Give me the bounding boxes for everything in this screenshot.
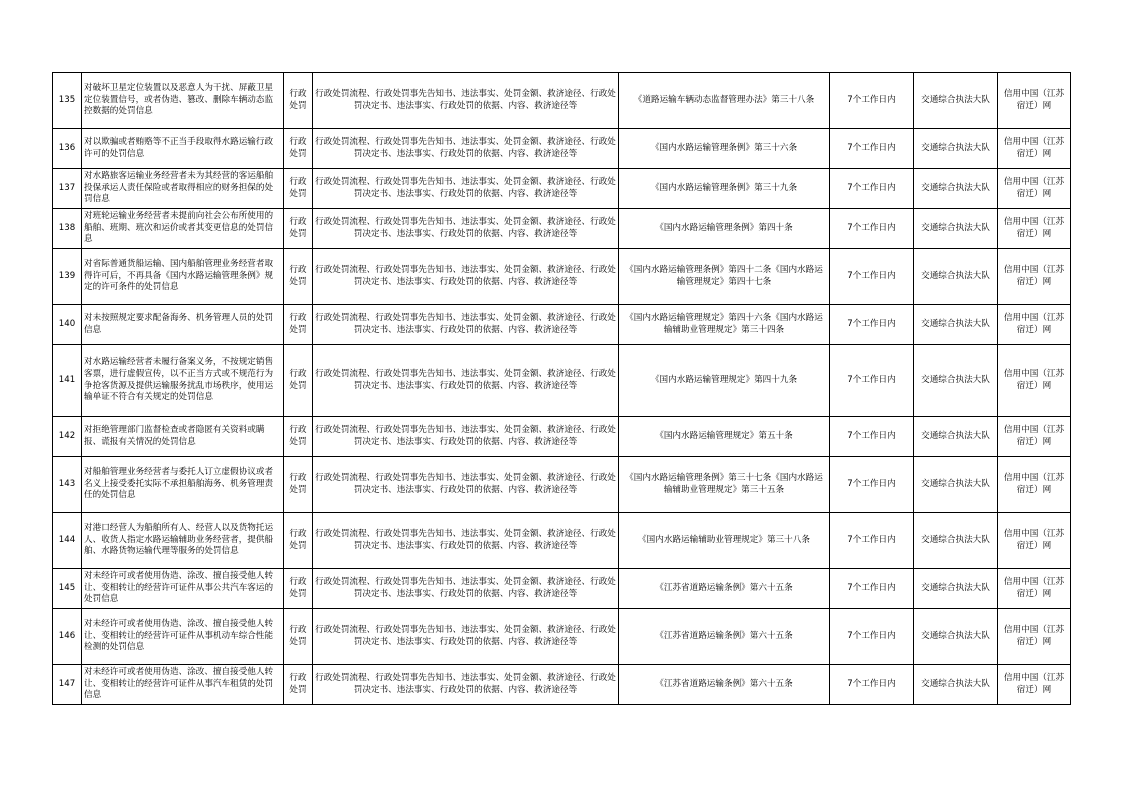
disclosure-time-limit-cell: 7个工作日内 <box>830 73 914 129</box>
item-category-cell: 行政处罚 <box>284 569 313 609</box>
legal-basis-cell: 《江苏省道路运输条例》第六十五条 <box>619 609 830 665</box>
table-row <box>53 417 1071 457</box>
disclosure-time-limit-cell: 7个工作日内 <box>830 609 914 665</box>
disclosure-content-cell: 行政处罚流程、行政处罚事先告知书、违法事实、处罚金额、救济途径、行政处罚决定书、违法事实、行政处罚的依据、内容、救济途径等 <box>313 513 619 569</box>
table-row <box>53 249 1071 305</box>
row-number-cell: 142 <box>53 417 82 457</box>
legal-basis-cell: 《国内水路运输辅助业管理规定》第三十八条 <box>619 513 830 569</box>
table-row <box>53 345 1071 417</box>
disclosure-channel-cell: 信用中国（江苏宿迁）网 <box>998 569 1071 609</box>
disclosure-table <box>52 72 1071 705</box>
disclosure-content-cell: 行政处罚流程、行政处罚事先告知书、违法事实、处罚金额、救济途径、行政处罚决定书、违法事实、行政处罚的依据、内容、救济途径等 <box>313 169 619 209</box>
item-name-cell: 对破坏卫星定位装置以及恶意人为干扰、屏蔽卫星定位装置信号，或者伪造、篡改、删除车辆动态监控数据的处罚信息 <box>82 73 284 129</box>
legal-basis-cell: 《国内水路运输管理条例》第三十九条 <box>619 169 830 209</box>
legal-basis-cell: 《国内水路运输管理规定》第五十条 <box>619 417 830 457</box>
disclosure-content-cell: 行政处罚流程、行政处罚事先告知书、违法事实、处罚金额、救济途径、行政处罚决定书、违法事实、行政处罚的依据、内容、救济途径等 <box>313 665 619 705</box>
item-category-cell: 行政处罚 <box>284 457 313 513</box>
legal-basis-cell: 《江苏省道路运输条例》第六十五条 <box>619 665 830 705</box>
table-row <box>53 305 1071 345</box>
table-row <box>53 513 1071 569</box>
table-row <box>53 609 1071 665</box>
disclosure-channel-cell: 信用中国（江苏宿迁）网 <box>998 73 1071 129</box>
disclosure-channel-cell: 信用中国（江苏宿迁）网 <box>998 417 1071 457</box>
disclosure-content-cell: 行政处罚流程、行政处罚事先告知书、违法事实、处罚金额、救济途径、行政处罚决定书、违法事实、行政处罚的依据、内容、救济途径等 <box>313 457 619 513</box>
item-category-cell: 行政处罚 <box>284 305 313 345</box>
responsible-unit-cell: 交通综合执法大队 <box>914 513 998 569</box>
legal-basis-cell: 《国内水路运输管理规定》第四十九条 <box>619 345 830 417</box>
legal-basis-cell: 《道路运输车辆动态监督管理办法》第三十八条 <box>619 73 830 129</box>
row-number-cell: 143 <box>53 457 82 513</box>
legal-basis-cell: 《国内水路运输管理规定》第四十六条《国内水路运输辅助业管理规定》第三十四条 <box>619 305 830 345</box>
item-category-cell: 行政处罚 <box>284 665 313 705</box>
disclosure-time-limit-cell: 7个工作日内 <box>830 417 914 457</box>
item-name-cell: 对水路运输经营者未履行备案义务，不按规定销售客票，进行虚假宣传，以不正当方式或不规范行为争抢客货源及提供运输服务扰乱市场秩序，使用运输单证不符合有关规定的处罚信息 <box>82 345 284 417</box>
row-number-cell: 144 <box>53 513 82 569</box>
disclosure-time-limit-cell: 7个工作日内 <box>830 569 914 609</box>
disclosure-time-limit-cell: 7个工作日内 <box>830 457 914 513</box>
disclosure-time-limit-cell: 7个工作日内 <box>830 305 914 345</box>
item-name-cell: 对省际普通货船运输、国内船舶管理业务经营者取得许可后，不再具备《国内水路运输管理条例》规定的许可条件的处罚信息 <box>82 249 284 305</box>
disclosure-content-cell: 行政处罚流程、行政处罚事先告知书、违法事实、处罚金额、救济途径、行政处罚决定书、违法事实、行政处罚的依据、内容、救济途径等 <box>313 249 619 305</box>
disclosure-content-cell: 行政处罚流程、行政处罚事先告知书、违法事实、处罚金额、救济途径、行政处罚决定书、违法事实、行政处罚的依据、内容、救济途径等 <box>313 73 619 129</box>
item-category-cell: 行政处罚 <box>284 209 313 249</box>
table-body <box>53 73 1071 705</box>
responsible-unit-cell: 交通综合执法大队 <box>914 129 998 169</box>
disclosure-channel-cell: 信用中国（江苏宿迁）网 <box>998 169 1071 209</box>
row-number-cell: 140 <box>53 305 82 345</box>
disclosure-content-cell: 行政处罚流程、行政处罚事先告知书、违法事实、处罚金额、救济途径、行政处罚决定书、违法事实、行政处罚的依据、内容、救济途径等 <box>313 569 619 609</box>
row-number-cell: 139 <box>53 249 82 305</box>
row-number-cell: 145 <box>53 569 82 609</box>
disclosure-channel-cell: 信用中国（江苏宿迁）网 <box>998 209 1071 249</box>
disclosure-channel-cell: 信用中国（江苏宿迁）网 <box>998 129 1071 169</box>
item-name-cell: 对班轮运输业务经营者未提前向社会公布所使用的船舶、班期、班次和运价或者其变更信息的处罚信息 <box>82 209 284 249</box>
item-category-cell: 行政处罚 <box>284 73 313 129</box>
disclosure-time-limit-cell: 7个工作日内 <box>830 345 914 417</box>
row-number-cell: 147 <box>53 665 82 705</box>
row-number-cell: 138 <box>53 209 82 249</box>
responsible-unit-cell: 交通综合执法大队 <box>914 209 998 249</box>
item-category-cell: 行政处罚 <box>284 249 313 305</box>
legal-basis-cell: 《国内水路运输管理条例》第四十二条《国内水路运输管理规定》第四十七条 <box>619 249 830 305</box>
item-name-cell: 对未经许可或者使用伪造、涂改、擅自接受他人转让、变相转让的经营许可证件从事汽车租赁的处罚信息 <box>82 665 284 705</box>
table-row <box>53 73 1071 129</box>
responsible-unit-cell: 交通综合执法大队 <box>914 665 998 705</box>
disclosure-channel-cell: 信用中国（江苏宿迁）网 <box>998 345 1071 417</box>
table-row <box>53 665 1071 705</box>
legal-basis-cell: 《江苏省道路运输条例》第六十五条 <box>619 569 830 609</box>
disclosure-time-limit-cell: 7个工作日内 <box>830 249 914 305</box>
responsible-unit-cell: 交通综合执法大队 <box>914 305 998 345</box>
item-name-cell: 对拒绝管理部门监督检查或者隐匿有关资料或瞒报、谎报有关情况的处罚信息 <box>82 417 284 457</box>
disclosure-time-limit-cell: 7个工作日内 <box>830 169 914 209</box>
responsible-unit-cell: 交通综合执法大队 <box>914 345 998 417</box>
disclosure-time-limit-cell: 7个工作日内 <box>830 209 914 249</box>
responsible-unit-cell: 交通综合执法大队 <box>914 457 998 513</box>
disclosure-content-cell: 行政处罚流程、行政处罚事先告知书、违法事实、处罚金额、救济途径、行政处罚决定书、违法事实、行政处罚的依据、内容、救济途径等 <box>313 417 619 457</box>
responsible-unit-cell: 交通综合执法大队 <box>914 609 998 665</box>
disclosure-channel-cell: 信用中国（江苏宿迁）网 <box>998 665 1071 705</box>
responsible-unit-cell: 交通综合执法大队 <box>914 73 998 129</box>
disclosure-content-cell: 行政处罚流程、行政处罚事先告知书、违法事实、处罚金额、救济途径、行政处罚决定书、违法事实、行政处罚的依据、内容、救济途径等 <box>313 129 619 169</box>
disclosure-channel-cell: 信用中国（江苏宿迁）网 <box>998 513 1071 569</box>
legal-basis-cell: 《国内水路运输管理条例》第三十七条《国内水路运输辅助业管理规定》第三十五条 <box>619 457 830 513</box>
item-category-cell: 行政处罚 <box>284 345 313 417</box>
item-category-cell: 行政处罚 <box>284 169 313 209</box>
disclosure-channel-cell: 信用中国（江苏宿迁）网 <box>998 457 1071 513</box>
item-name-cell: 对未按照规定要求配备海务、机务管理人员的处罚信息 <box>82 305 284 345</box>
row-number-cell: 146 <box>53 609 82 665</box>
table-row <box>53 169 1071 209</box>
disclosure-time-limit-cell: 7个工作日内 <box>830 513 914 569</box>
responsible-unit-cell: 交通综合执法大队 <box>914 417 998 457</box>
disclosure-content-cell: 行政处罚流程、行政处罚事先告知书、违法事实、处罚金额、救济途径、行政处罚决定书、违法事实、行政处罚的依据、内容、救济途径等 <box>313 209 619 249</box>
legal-basis-cell: 《国内水路运输管理条例》第四十条 <box>619 209 830 249</box>
disclosure-channel-cell: 信用中国（江苏宿迁）网 <box>998 305 1071 345</box>
item-name-cell: 对以欺骗或者贿赂等不正当手段取得水路运输行政许可的处罚信息 <box>82 129 284 169</box>
row-number-cell: 141 <box>53 345 82 417</box>
disclosure-content-cell: 行政处罚流程、行政处罚事先告知书、违法事实、处罚金额、救济途径、行政处罚决定书、违法事实、行政处罚的依据、内容、救济途径等 <box>313 609 619 665</box>
disclosure-channel-cell: 信用中国（江苏宿迁）网 <box>998 609 1071 665</box>
legal-basis-cell: 《国内水路运输管理条例》第三十六条 <box>619 129 830 169</box>
row-number-cell: 136 <box>53 129 82 169</box>
disclosure-time-limit-cell: 7个工作日内 <box>830 129 914 169</box>
item-name-cell: 对船舶管理业务经营者与委托人订立虚假协议或者名义上接受委托实际不承担船舶海务、机务管理责任的处罚信息 <box>82 457 284 513</box>
row-number-cell: 135 <box>53 73 82 129</box>
item-name-cell: 对未经许可或者使用伪造、涂改、擅自接受他人转让、变相转让的经营许可证件从事公共汽车客运的处罚信息 <box>82 569 284 609</box>
disclosure-time-limit-cell: 7个工作日内 <box>830 665 914 705</box>
responsible-unit-cell: 交通综合执法大队 <box>914 249 998 305</box>
item-name-cell: 对港口经营人为船舶所有人、经营人以及货物托运人、收货人指定水路运输辅助业务经营者，提供船舶、水路货物运输代理等服务的处罚信息 <box>82 513 284 569</box>
item-category-cell: 行政处罚 <box>284 129 313 169</box>
row-number-cell: 137 <box>53 169 82 209</box>
table-row <box>53 209 1071 249</box>
item-category-cell: 行政处罚 <box>284 513 313 569</box>
table-row <box>53 129 1071 169</box>
table-row <box>53 569 1071 609</box>
disclosure-channel-cell: 信用中国（江苏宿迁）网 <box>998 249 1071 305</box>
disclosure-content-cell: 行政处罚流程、行政处罚事先告知书、违法事实、处罚金额、救济途径、行政处罚决定书、违法事实、行政处罚的依据、内容、救济途径等 <box>313 345 619 417</box>
table-row <box>53 457 1071 513</box>
item-category-cell: 行政处罚 <box>284 609 313 665</box>
item-name-cell: 对未经许可或者使用伪造、涂改、擅自接受他人转让、变相转让的经营许可证件从事机动车综合性能检测的处罚信息 <box>82 609 284 665</box>
responsible-unit-cell: 交通综合执法大队 <box>914 169 998 209</box>
item-category-cell: 行政处罚 <box>284 417 313 457</box>
item-name-cell: 对水路旅客运输业务经营者未为其经营的客运船舶投保承运人责任保险或者取得相应的财务担保的处罚信息 <box>82 169 284 209</box>
disclosure-content-cell: 行政处罚流程、行政处罚事先告知书、违法事实、处罚金额、救济途径、行政处罚决定书、违法事实、行政处罚的依据、内容、救济途径等 <box>313 305 619 345</box>
responsible-unit-cell: 交通综合执法大队 <box>914 569 998 609</box>
